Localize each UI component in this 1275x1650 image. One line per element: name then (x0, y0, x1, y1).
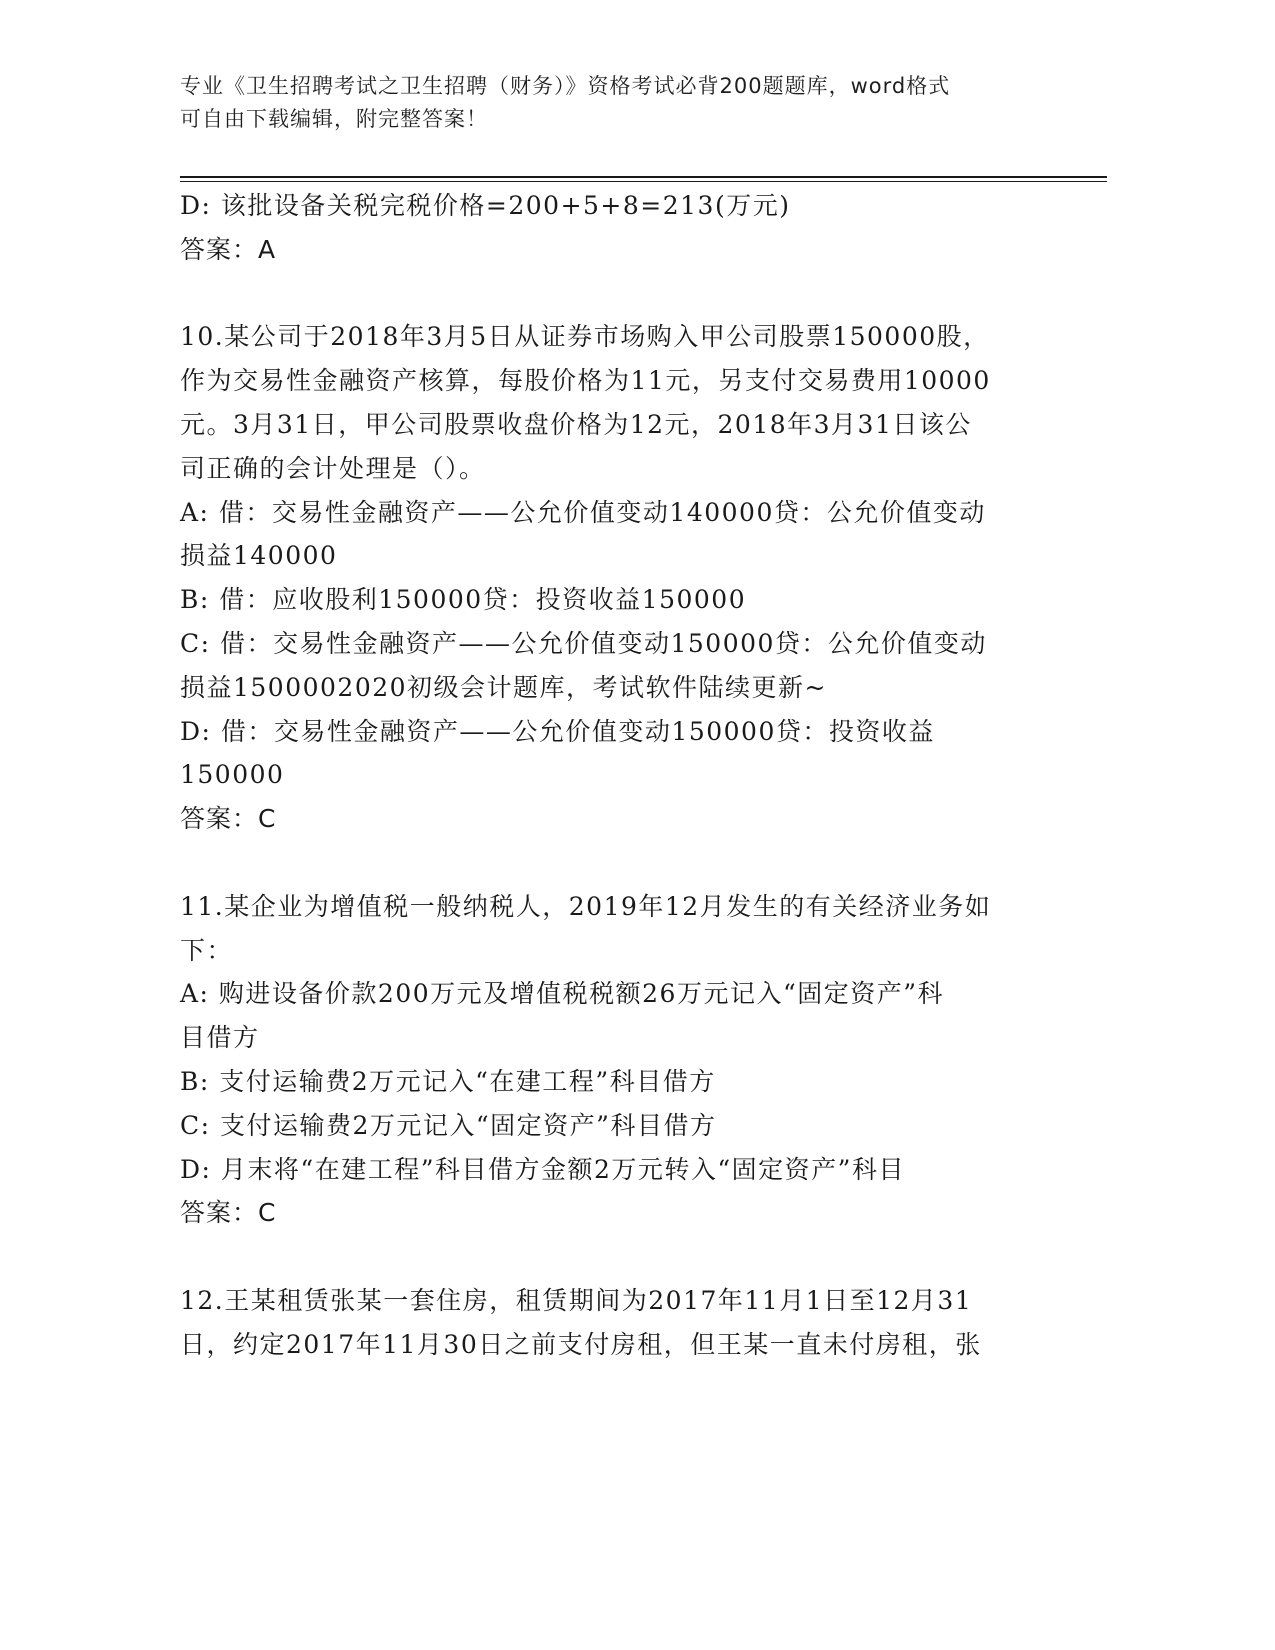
document-body (180, 184, 1080, 1367)
header-divider-thin (180, 181, 1107, 182)
answer-label: 答案：A (180, 234, 277, 264)
question-line: 12.王某租赁张某一套住房，租赁期间为2017年11月1日至12月31 (180, 1285, 973, 1315)
option-b-line: B: 借：应收股利150000贷：投资收益150000 (180, 585, 747, 615)
question-line: 日，约定2017年11月30日之前支付房租，但王某一直未付房租，张 (180, 1329, 982, 1359)
option-a-line: 目借方 (180, 1023, 260, 1053)
header-line-1: 专业《卫生招聘考试之卫生招聘（财务）》资格考试必背200题题库，word格式 (180, 74, 951, 98)
option-d-line: D: 该批设备关税完税价格=200+5+8=213(万元) (180, 191, 791, 220)
option-a-line: A: 购进设备价款200万元及增值税税额26万元记入“固定资产”科 (180, 979, 945, 1009)
question-line: 作为交易性金融资产核算，每股价格为11元，另支付交易费用10000 (180, 366, 991, 396)
question-line: 下： (180, 935, 234, 965)
option-a-line: A: 借：交易性金融资产——公允价值变动140000贷：公允价值变动 (180, 497, 986, 527)
question-line: 11.某企业为增值税一般纳税人，2019年12月发生的有关经济业务如 (180, 891, 992, 921)
option-c-line: C: 支付运输费2万元记入“固定资产”科目借方 (180, 1110, 717, 1140)
question-line: 10.某公司于2018年3月5日从证券市场购入甲公司股票150000股， (180, 322, 990, 352)
question-12 (180, 1279, 1080, 1367)
option-a-line: 损益140000 (180, 541, 338, 571)
spacer (180, 841, 1080, 885)
question-10 (180, 315, 1080, 841)
header-divider-thick (180, 176, 1107, 178)
spacer (180, 272, 1080, 316)
header-line-2: 可自由下载编辑，附完整答案！ (180, 107, 488, 131)
option-d-line: D: 月末将“在建工程”科目借方金额2万元转入“固定资产”科目 (180, 1154, 905, 1184)
answer-label: 答案：C (180, 1198, 277, 1228)
spacer (180, 1235, 1080, 1279)
answer-label: 答案：C (180, 804, 277, 834)
question-line: 元。3月31日，甲公司股票收盘价格为12元，2018年3月31日该公 (180, 409, 972, 439)
previous-question-tail (180, 184, 1080, 272)
question-11 (180, 885, 1080, 1235)
document-header (180, 70, 1080, 136)
option-d-line: 150000 (180, 760, 285, 790)
header-divider (180, 176, 1107, 182)
option-c-line: 损益1500002020初级会计题库，考试软件陆续更新~ (180, 672, 828, 702)
option-c-line: C: 借：交易性金融资产——公允价值变动150000贷：公允价值变动 (180, 628, 987, 658)
question-line: 司正确的会计处理是（）。 (180, 453, 486, 483)
option-d-line: D: 借：交易性金融资产——公允价值变动150000贷：投资收益 (180, 716, 935, 746)
option-b-line: B: 支付运输费2万元记入“在建工程”科目借方 (180, 1066, 716, 1096)
